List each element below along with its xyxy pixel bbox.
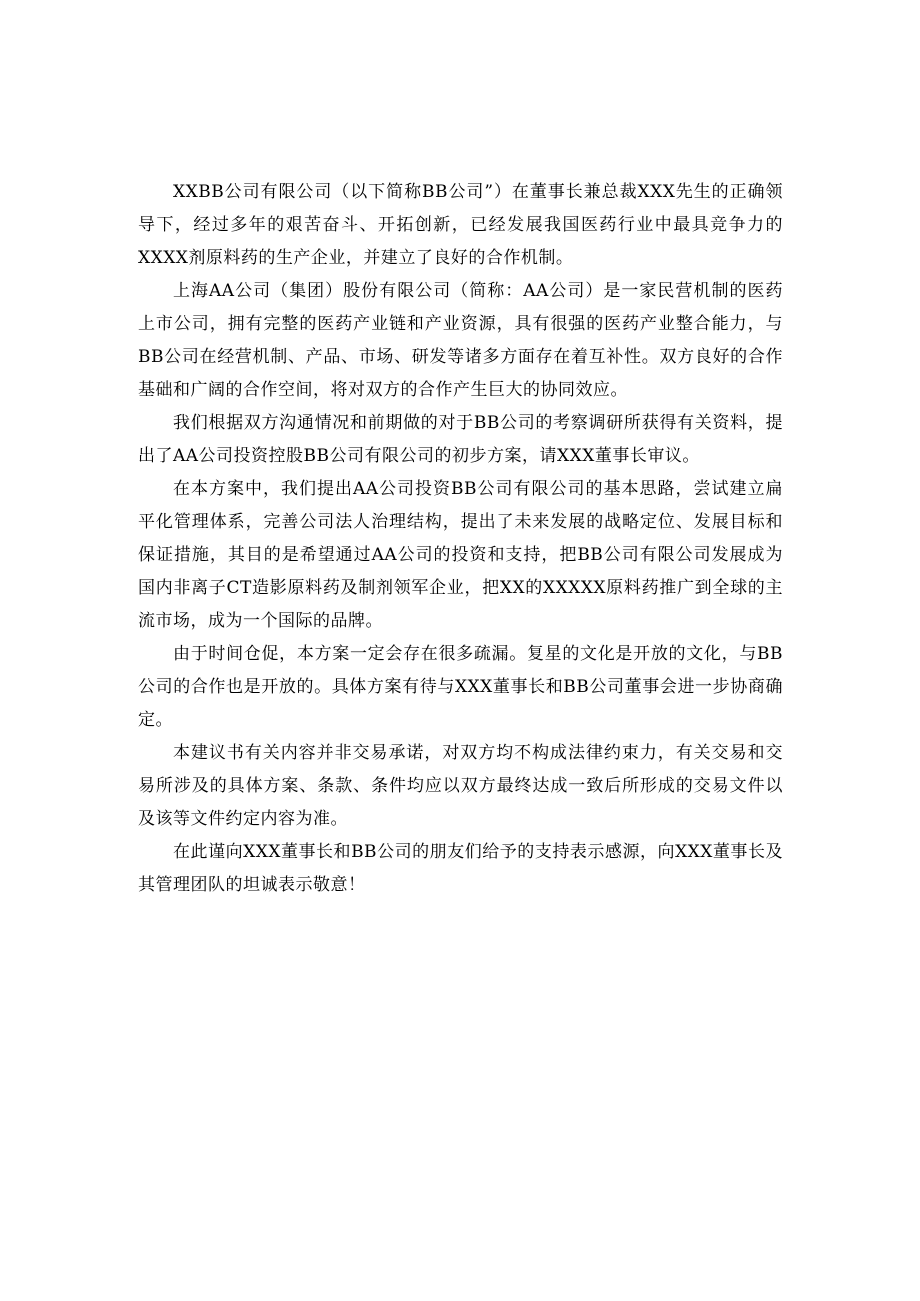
document-body bbox=[138, 176, 783, 902]
paragraph-4: 在本方案中，我们提出AA公司投资BB公司有限公司的基本思路，尝试建立扁平化管理体系，完善公司法人治理结构，提出了未来发展的战略定位、发展目标和保证措施，其目的是希望通过AA公司的投资和支持，把BB公司有限公司发展成为国内非离子CT造影原料药及制剂领军企业，把XX的XXXXX原料药推广到全球的主流市场，成为一个国际的品牌。 bbox=[138, 479, 783, 631]
paragraph-7: 在此谨向XXX董事长和BB公司的朋友们给予的支持表示感源，向XXX董事长及其管理团队的坦诚表示敬意！ bbox=[138, 842, 783, 895]
paragraph-6: 本建议书有关内容并非交易承诺，对双方均不构成法律约束力，有关交易和交易所涉及的具体方案、条款、条件均应以双方最终达成一致后所形成的交易文件以及该等文件约定内容为准。 bbox=[138, 743, 783, 829]
paragraph-5: 由于时间仓促，本方案一定会存在很多疏漏。复星的文化是开放的文化，与BB公司的合作也是开放的。具体方案有待与XXX董事长和BB公司董事会进一步协商确定。 bbox=[138, 644, 783, 730]
paragraph-1: XXBB公司有限公司（以下简称BB公司”）在董事长兼总裁XXX先生的正确领导下，经过多年的艰苦奋斗、开拓创新，已经发展我国医药行业中最具竞争力的XXXX剂原料药的生产企业，并建立了良好的合作机制。 bbox=[138, 182, 783, 268]
paragraph-2: 上海AA公司（集团）股份有限公司（简称：AA公司）是一家民营机制的医药上市公司，拥有完整的医药产业链和产业资源，具有很强的医药产业整合能力，与BB公司在经营机制、产品、市场、研发等诸多方面存在着互补性。双方良好的合作基础和广阔的合作空间，将对双方的合作产生巨大的协同效应。 bbox=[138, 281, 783, 400]
paragraph-3: 我们根据双方沟通情况和前期做的对于BB公司的考察调研所获得有关资料，提出了AA公司投资控股BB公司有限公司的初步方案，请XXX董事长审议。 bbox=[138, 413, 783, 466]
